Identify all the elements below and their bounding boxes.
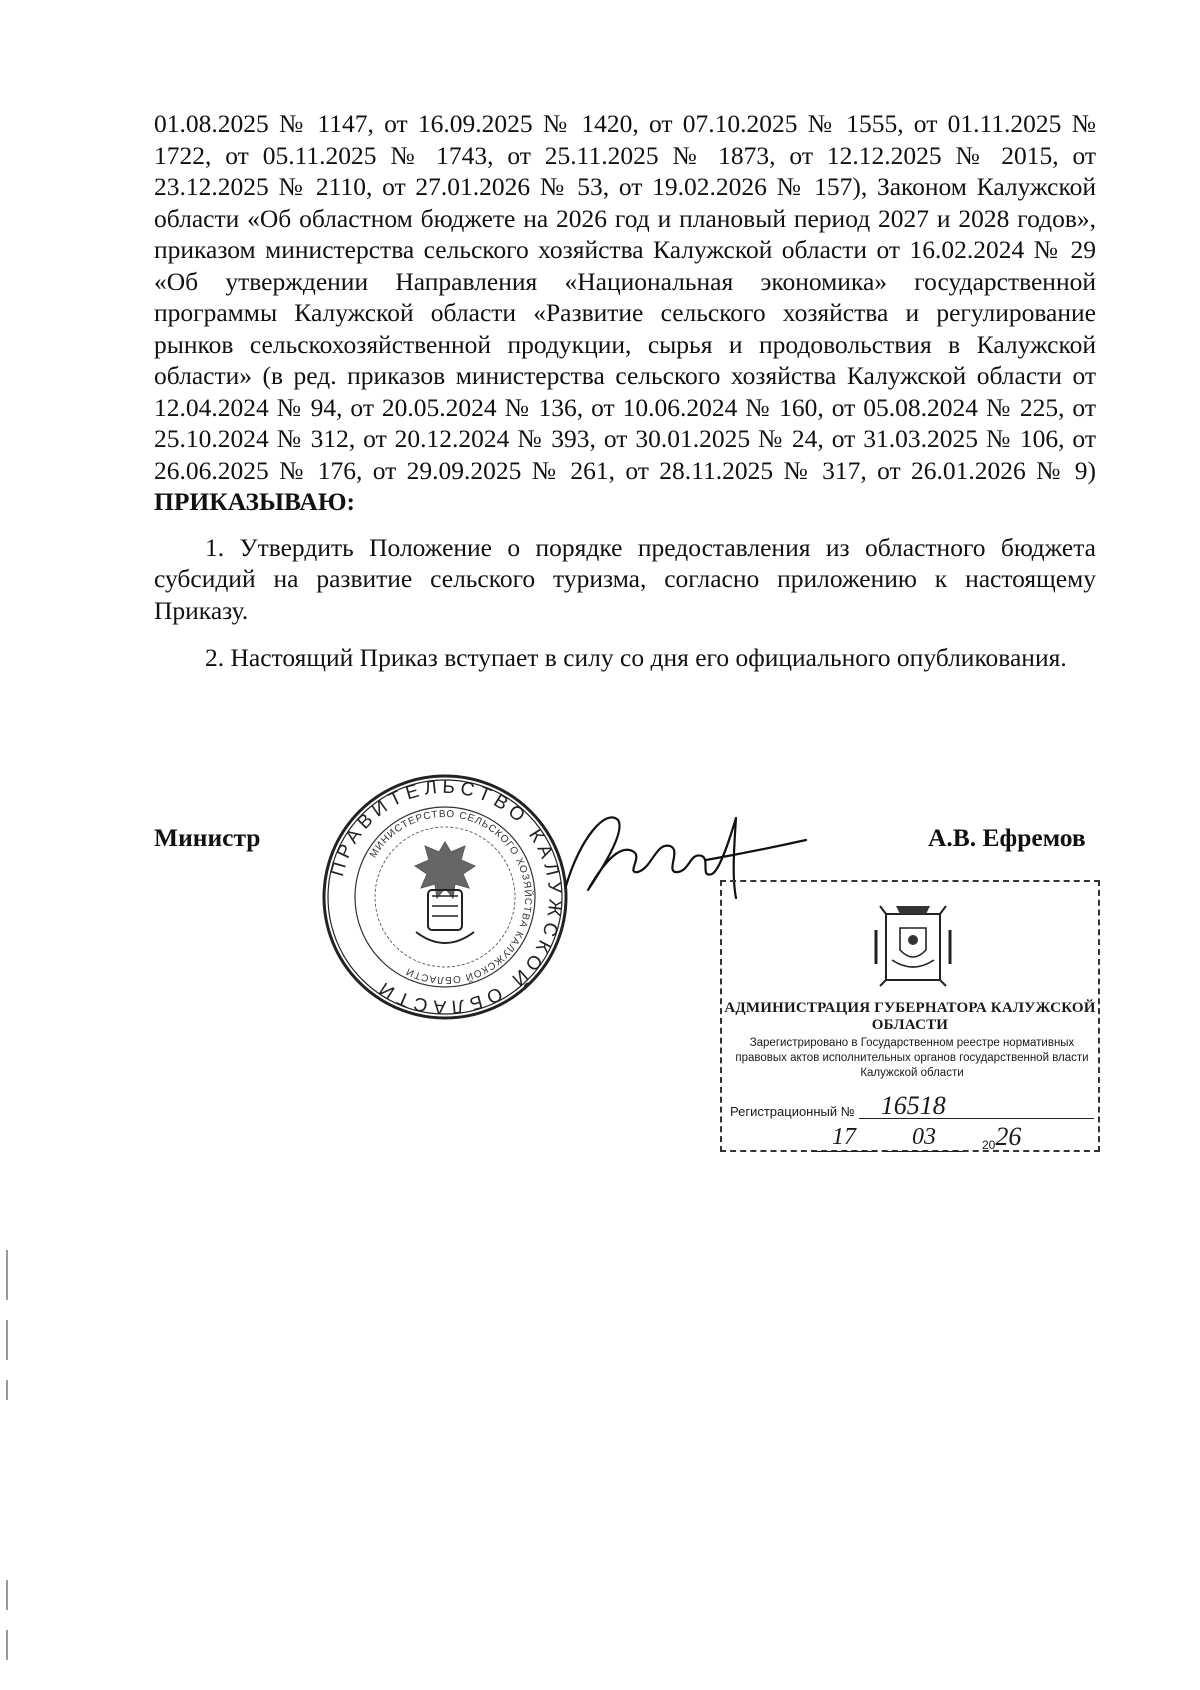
order-item-2: 2. Настоящий Приказ вступает в силу со дня его официального опубликования. [205,643,1067,672]
registration-note: Зарегистрировано в Государственном реестре нормативных правовых актов исполнительных органов государственной власти Калужской области [735,1037,1089,1079]
registration-date-month: 03 [884,1124,964,1152]
registration-number-label: Регистрационный № [730,1104,855,1119]
seal-outer-text: ПРАВИТЕЛЬСТВО КАЛУЖСКОЙ ОБЛАСТИ [327,776,566,1018]
registration-year-suffix: 26 [995,1122,1022,1151]
registration-year-prefix: 20 [982,1138,996,1152]
signer-title: Министр [154,823,261,852]
registration-organization: АДМИНИСТРАЦИЯ ГУБЕРНАТОРА КАЛУЖСКОЙ ОБЛАСТИ [724,1000,1096,1033]
order-item-1: 1. Утвердить Положение о порядке предоставления из областного бюджета субсидий на развитие сельского туризма, согласно приложению к настоящему Приказу. [154,532,1096,625]
registration-number-value: 16518 [859,1094,1094,1119]
seal-inner-text: МИНИСТЕРСТВО СЕЛЬСКОГО ХОЗЯЙСТВА КАЛУЖСКОЙ ОБЛАСТИ [367,808,534,986]
order-word: ПРИКАЗЫВАЮ: [154,487,356,516]
signer-name: А.В. Ефремов [928,823,1086,852]
registration-stamp [720,880,1100,1152]
scan-margin-marks [4,1250,10,1670]
document-body [154,108,1096,674]
official-seal [320,772,570,1022]
registration-number-row [730,1091,1094,1120]
intro-text: 01.08.2025 № 1147, от 16.09.2025 № 1420, от 07.10.2025 № 1555, от 01.11.2025 № 1722, от 05.11.2025 № 1743, от 25.11.2025 № 1873, от 12.12.2025 № 2015, от 23.12.2025 № 2110, от 27.01.2026 № 53, от 19.02.2026 № 157), Законом Калужской области «Об областном бюджете на 2026 год и плановый период 2027 и 2028 годов», приказом министерства сельского хозяйства Калужской области от 16.02.2024 № 29 «Об утверждении Направления «Национальная экономика» государственной программы Калужской области «Развитие сельского хозяйства и регулирование рынков сельскохозяйственной продукции, сырья и продовольствия в Калужской области» (в ред. приказов министерства сельского хозяйства Калужской области от 12.04.2024 № 94, от 20.05.2024 № 136, от 10.06.2024 № 160, от 05.08.2024 № 225, от 25.10.2024 № 312, от 20.12.2024 № 393, от 30.01.2025 № 24, от 31.03.2025 № 106, от 26.06.2025 № 176, от 29.09.2025 № 261, от 28.11.2025 № 317, от 26.01.2026 № 9) [154,109,1096,485]
intro-paragraph [154,108,1096,518]
registration-date-day: 17 [812,1124,876,1152]
coat-of-arms-icon [415,842,475,943]
registration-date-row [812,1122,1082,1152]
region-emblem-icon [872,900,954,988]
